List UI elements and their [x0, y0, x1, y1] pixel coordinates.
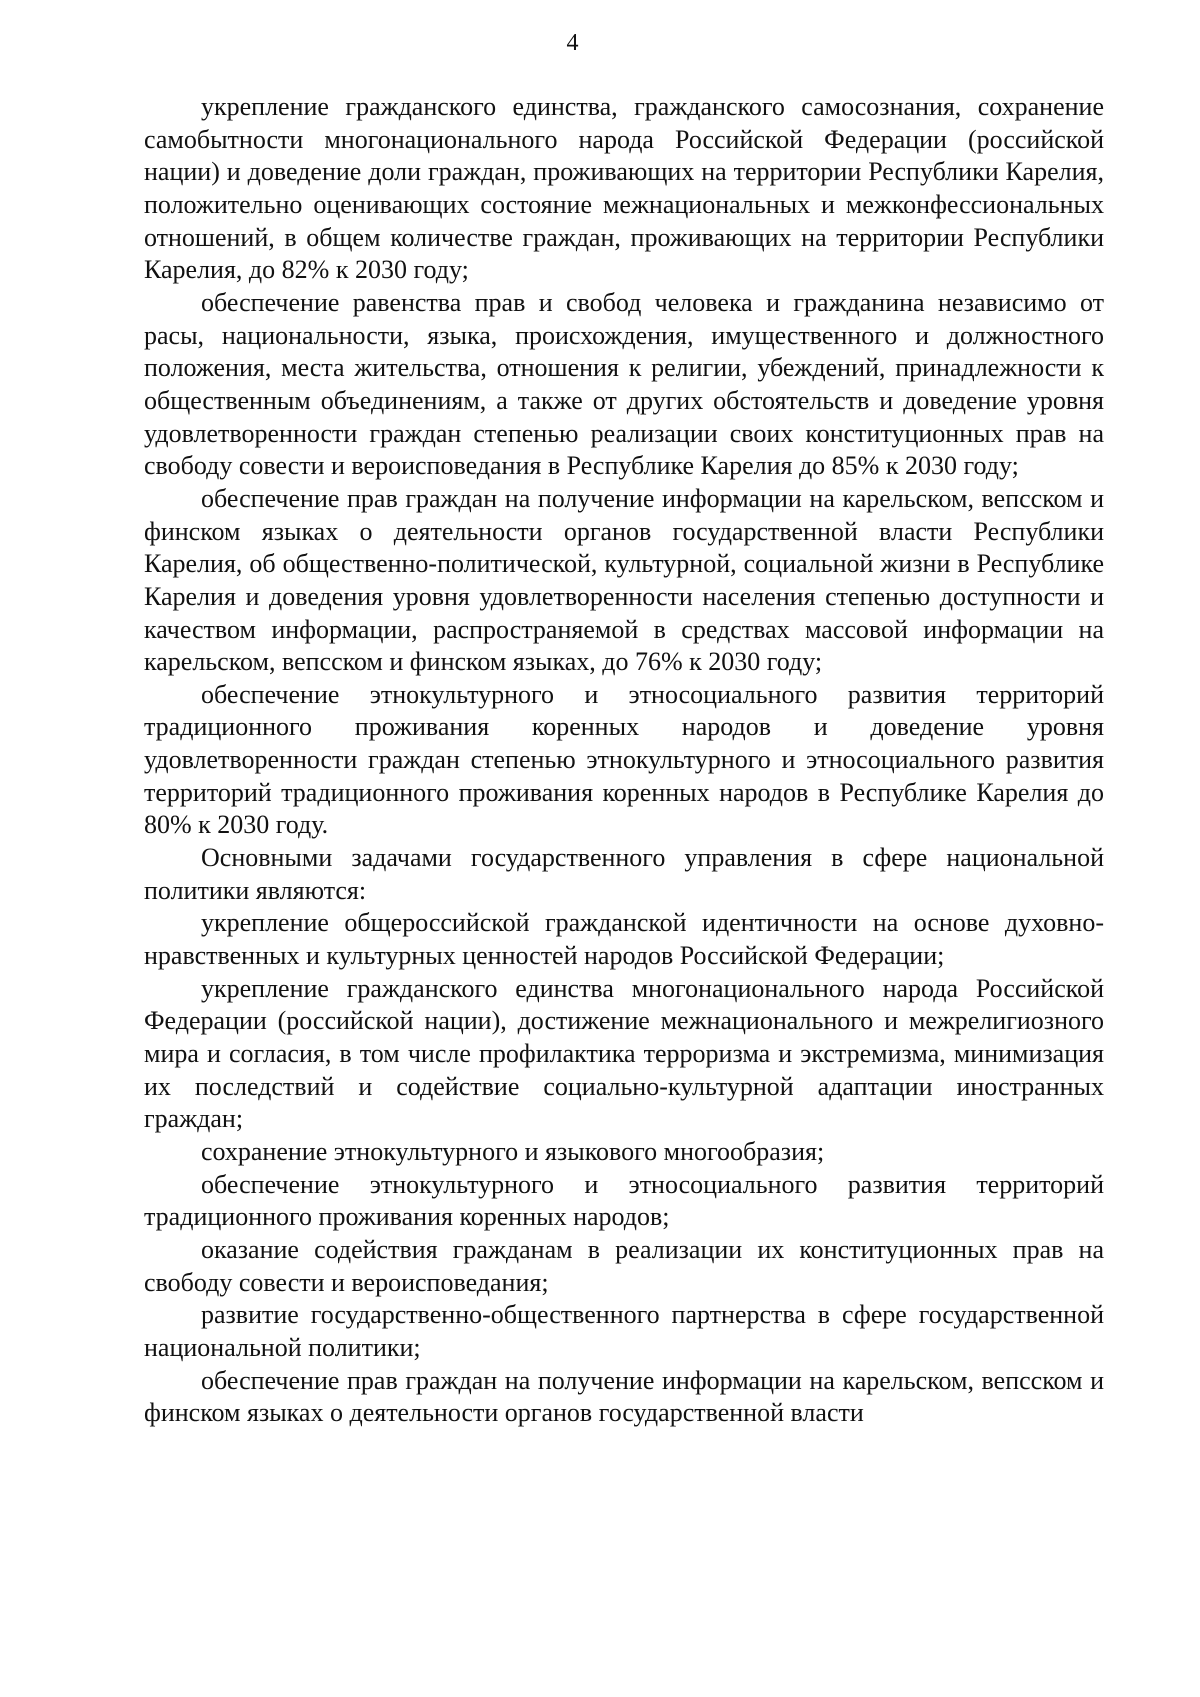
paragraph-task-civic-unity: укрепление гражданского единства многонационального народа Российской Федерации (российской нации), достижение межнационального и межрелигиозного мира и согласия, в том числе профилактика терроризма и экстремизма, минимизация их последствий и содействие социально-культурной адаптации иностранных граждан; — [144, 973, 1104, 1134]
paragraph-task-diversity: сохранение этнокультурного и языкового многообразия; — [201, 1137, 825, 1166]
paragraph-equal-rights-goal: обеспечение равенства прав и свобод человека и гражданина независимо от расы, национальности, языка, происхождения, имущественного и должностного положения, места жительства, отношения к религии, убеждений, принадлежности к общественным объединениям, а также от других обстоятельств и доведение уровня удовлетворенности граждан степенью реализации своих конституционных прав на свободу совести и вероисповедания в Республике Карелия до 85% к 2030 году; — [144, 287, 1104, 481]
paragraph-task-identity: укрепление общероссийской гражданской идентичности на основе духовно-нравственных и культурных ценностей народов Российской Федерации; — [144, 908, 1104, 971]
paragraph-task-ethnocultural-development: обеспечение этнокультурного и этносоциального развития территорий традиционного проживания коренных народов; — [144, 1169, 1104, 1232]
paragraph-information-rights-goal: обеспечение прав граждан на получение информации на карельском, вепсском и финском языках о деятельности органов государственной власти Республики Карелия, об общественно-политической, культурной, социальной жизни в Республике Карелия и доведения уровня удовлетворенности населения степенью доступности и качеством информации, распространяемой в средствах массовой информации на карельском, вепсском и финском языках, до 76% к 2030 году; — [144, 483, 1104, 677]
paragraph-task-freedom-of-conscience: оказание содействия гражданам в реализации их конституционных прав на свободу совести и вероисповедания; — [144, 1234, 1104, 1297]
document-body — [144, 91, 1104, 1430]
paragraph-civic-unity-goal: укрепление гражданского единства, гражданского самосознания, сохранение самобытности многонационального народа Российской Федерации (российской нации) и доведение доли граждан, проживающих на территории Республики Карелия, положительно оценивающих состояние межнациональных и межконфессиональных отношений, в общем количестве граждан, проживающих на территории Республики Карелия, до 82% к 2030 году; — [144, 92, 1104, 285]
paragraph-ethnocultural-development-goal: обеспечение этнокультурного и этносоциального развития территорий традиционного проживания коренных народов и доведение уровня удовлетворенности граждан степенью этнокультурного и этносоциального развития территорий традиционного проживания коренных народов в Республике Карелия до 80% к 2030 году. — [144, 679, 1104, 840]
paragraph-task-partnership: развитие государственно-общественного партнерства в сфере государственной национальной политики; — [144, 1300, 1104, 1362]
page-number: 4 — [566, 30, 579, 56]
paragraph-task-information-rights: обеспечение прав граждан на получение информации на карельском, вепсском и финском языках о деятельности органов государственной власти — [144, 1365, 1104, 1428]
paragraph-tasks-intro: Основными задачами государственного управления в сфере национальной политики являются: — [144, 843, 1104, 905]
